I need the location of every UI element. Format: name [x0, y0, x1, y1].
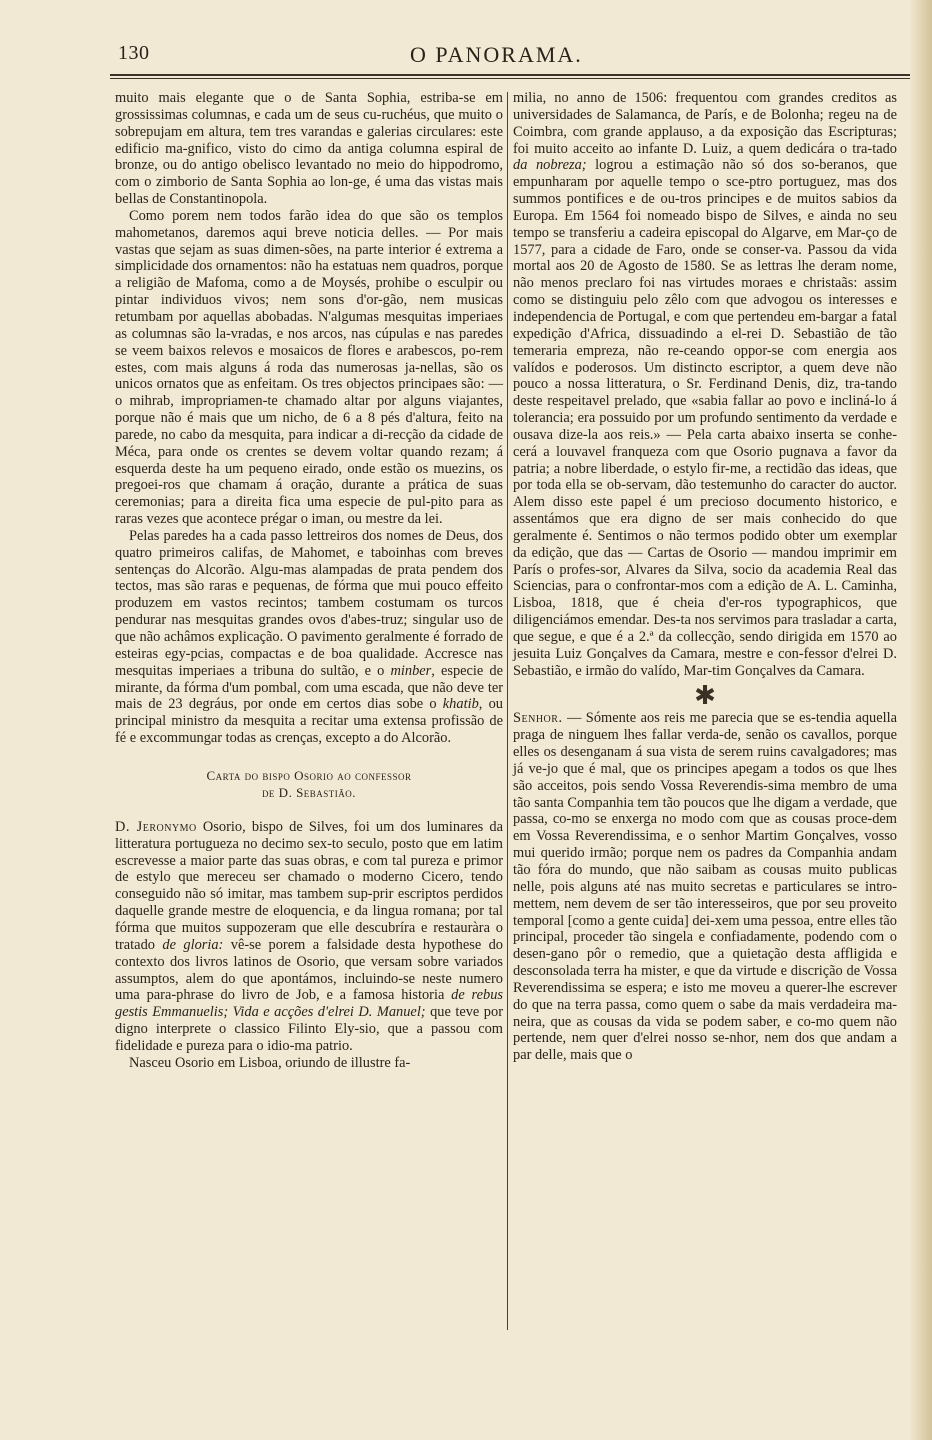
- paragraph-osorio-bio: [115, 819, 503, 1055]
- paragraph-mosque-interior: Como porem nem todos farão idea do que são os templos mahometanos, daremos aqui breve noticia delles. — Por mais vastas que sejam as suas dimen-sões, na parte interior é extrema a simplicidade dos ornamentos: não ha estatuas nem quadros, porque a religião de Mafoma, como a de Moysés, prohibe o esculpir ou pintar individuos vivos; nem sons d'or-gão, nem musicas retumbam por aquellas abobadas. N'algumas mesquitas imperiaes as columnas são la-vradas, e nos arcos, nas cúpulas e nas paredes se veem baixos relevos e mosaicos de flores e arabescos, po-rem estes, com mais alguns á roda das numerosas ja-nellas, são os unicos ornatos que as enfeitam. Os tres objectos principaes são: — o mihrab, impropriamen-te chamado altar por alguns viajantes, porque não é mais que um nicho, de 6 a 8 pés d'altura, feito na parede, no cabo da mesquita, para indicar a di-recção da cidade de Méca, para onde os crentes se devem voltar quando rezam; á esquerda deste ha um pequeno eirado, onde estão os muezins, os pregoei-ros que chamam á oração, durante a prática de suas ceremonias; para a direita fica uma especie de pul-pito para as raras vezes que acontece prégar o iman, ou mestre da lei.: [115, 207, 503, 528]
- title-de-rebus: de rebus gestis Emmanuelis; Vida e acções d'elrei D. Manuel;: [115, 987, 504, 1021]
- section-heading-line1: Carta do bispo Osorio ao confessor: [206, 767, 412, 783]
- letter-salutation: Senhor.: [513, 710, 563, 727]
- paragraph-letter-body: [513, 710, 897, 1064]
- text-run: que teve por digno interprete o classico Filinto Ely-sio, que a passou com fidelidade e pureza para o idio-ma patrio.: [115, 1004, 503, 1054]
- header-rule: [110, 74, 910, 76]
- column-divider: [507, 92, 508, 1330]
- page-edge-shadow: [910, 0, 932, 1440]
- section-heading-line2: de D. Sebastião.: [261, 784, 357, 800]
- paragraph-osorio-career: [513, 90, 897, 680]
- text-run: — Sómente aos reis me parecia que se es-tendia aquella praga de ninguem lhes fallar verda-de, senão os cavallos, porque elles os desenganam á sua vista de serem ruins cavalgadores; mas já ve-jo que é mal, que os principes apegam a todos os que lhes são acceitos, pois sendo Vossa Reverendis-sima membro de uma tão santa Companhia tem tão poucos que lhe digam a verdade, que passa, co-mo se enxerga no modo com que as cousas proce-dem em Vossa Reverendissima, e o senhor Martim Gonçalves, vosso mui querido irmão; porque nem os padres da Companhia andam tão fóra do mundo, que não saibam as cousas muito publicas nelle, pois alguns até nas muito secretas e particulares se intro-mettem, nem devem de ser tão interesseiros, que por seu proveito temporal [como a gente cuida] dei-xem uma pessoa, entre elles tão principal, proceder tão singela e confiadamente, podendo com o desen-gano pôr o remedio, que a quietação desta affligida e desconsolada terra ha mister, e que da virtude e discrição de Vossa Reverendissima se espera; e isto me moveu a querer-lhe escrever do que na terra passa, como quem o sabe da mais verdadeira ma-neira, que as cousas da vida se podem saber, e co-mo quem não pertende, nem quer d'elrei nosso se-nhor, nem dos que andam a par delle, mais que o: [513, 710, 897, 1064]
- page-number: 130: [118, 42, 150, 64]
- lead-in-name: D. Jeronymo: [115, 818, 197, 835]
- paragraph-mosque-walls: [115, 528, 503, 747]
- paragraph-mosque-continued: muito mais elegante que o de Santa Sophia, estriba-se em grossissimas columnas, e cada um de seus cu-ruchéus, que muito o sobrepujam em altura, tem tres varandas e galerias circulares: este edificio ma-gnifico, visto do cimo da antiga columna espiral de bronze, ou do antigo obelisco levantado no meio do hippodromo, com o zimborio de Santa Sophia ao lon-ge, é uma das vistas mais bellas de Constantinopola.: [115, 90, 503, 208]
- section-heading: [115, 767, 503, 801]
- text-run: logrou a estimação não só dos so-beranos, que empunharam por aquelle tempo o sce-ptro portuguez, mas dos summos pontifices e de ou-tros principes e de muitos sabios da Europa. Em 1564 foi nomeado bispo de Silves, e ainda no seu tempo se transferiu a cadeira episcopal do Algarve, em Mar-ço de 1577, para a cidade de Faro, onde se conser-va. Passou da vida mortal aos 20 de Agosto de 1580. Se as lettras lhe deram nome, não menos preclaro foi nas virtudes moraes e christaãs: assim como se distinguiu pelo zêlo com que advogou os interesses e independencia de Portugal, e com que pertendeu em-bargar a fatal expedição d'Africa, dissuadindo a el-rei D. Sebastião de tão temeraria empreza, não re-ceando oppor-se com energia aos valídos e poderosos. Um distincto escriptor, a quem deve não pouco a nossa litteratura, o Sr. Ferdinand Denis, diz, tra-tando deste respeitavel prelado, que «sabia fallar ao povo e incliná-lo á tolerancia; era possuido por um profundo sentimento da verdade e ousava dize-la aos reis.» — Pela carta abaixo inserta se conhe-cerá a louvavel franqueza com que Osorio pugnava a favor da patria; a nobre liberdade, o estylo fir-me, a rectidão das ideas, que por toda ella se ob-servam, dão testemunho do caracter do auctor. Alem disso este papel é um precioso documento historico, e assentámos que era digno de ser mais conhecido do que geralmente é. Sentimos o não termos podido obter um exemplar da edição, que das — Cartas de Osorio — mandou imprimir em París o profes-sor, Alvares da Silva, socio da academia Real das Sciencias, para o confrontar-mos com a edição de A. L. Caminha, Lisboa, 1818, que é cheia d'er-ros typographicos, que diligenciámos emendar. Des-ta nos servimos para trasladar a carta, que segue, e que é a 2.ª da collecção, sendo dirigida em 1570 ao jesuita Luiz Gonçalves da Camara, mestre e con-fessor d'elrei D. Sebastião, e irmão do valído, Mar-tim Gonçalves da Camara.: [513, 157, 897, 679]
- text-run: Osorio, bispo de Silves, foi um dos luminares da litteratura portugueza no decimo sex-to seculo, posto que em latim escrevesse a maior parte das suas obras, e com tal pureza e primor de estylo que mereceu ser chamado o moderno Cicero, tendo conseguido não só imitar, mas tambem sup-prir escriptos perdidos daquelle grande mestre de eloquencia, e da lingua romana; por tal fórma que muitos suppozeram que elle descubríra e restauràra o tratado: [115, 818, 503, 953]
- term-khatib: khatib: [442, 696, 479, 713]
- asterisk-ornament-icon: ✱: [694, 680, 716, 710]
- paragraph-osorio-birth: Nasceu Osorio em Lisboa, oriundo de illustre fa-: [129, 1054, 411, 1071]
- text-run: Pelas paredes ha a cada passo lettreiros dos nomes de Deus, dos quatro primeiros califas, de Mahomet, e taboinhas com breves sentenças do Alcorão. Algu-mas alampadas de prata pendem dos tectos, mas são raras e pequenas, de fórma que mui pouco effeito produzem em vastos recintos; tambem costumam os turcos pendurar nas mesquitas grandes ovos d'abes-truz; singular uso de que não achâmos explicação. O pavimento geralmente é forrado de esteiras egy-pcias, compactas e de boa qualidade. Accresce nas mesquitas imperiaes a tribuna do sultão, e o: [115, 527, 503, 679]
- title-da-nobreza: da nobreza;: [513, 157, 587, 174]
- right-column: [513, 90, 897, 1064]
- text-run: , especie de mirante, da fórma d'um pombal, com uma escada, que não deve ter mais de 23 degráus, por onde em certos dias sobe o: [115, 662, 504, 713]
- title-de-gloria: de gloria:: [162, 936, 224, 953]
- text-run: , ou principal ministro da mesquita a recitar uma extensa profissão de fé e excommungar todas as crenças, excepto a do Alcorão.: [115, 696, 503, 747]
- page-header: [110, 38, 910, 78]
- left-column: [115, 90, 503, 1072]
- text-run: milia, no anno de 1506: frequentou com grandes creditos as universidades de Salamanca, de París, e de Bolonha; regeu na de Coimbra, com grande applauso, a da exposição das Escripturas; foi muito acceito ao infante D. Luiz, a quem dedicára o tra-tado: [513, 90, 897, 157]
- running-title: O PANORAMA.: [410, 42, 583, 67]
- header-rule-thin: [110, 78, 910, 79]
- term-minber: minber: [390, 662, 432, 679]
- text-run: vê-se porem a falsidade desta hypothese do contexto dos livros latinos de Osorio, que versam sobre variados assumptos, alem do que apontámos, incluindo-se neste numero uma para-phrase do livro de Job, e a famosa historia: [115, 936, 504, 1004]
